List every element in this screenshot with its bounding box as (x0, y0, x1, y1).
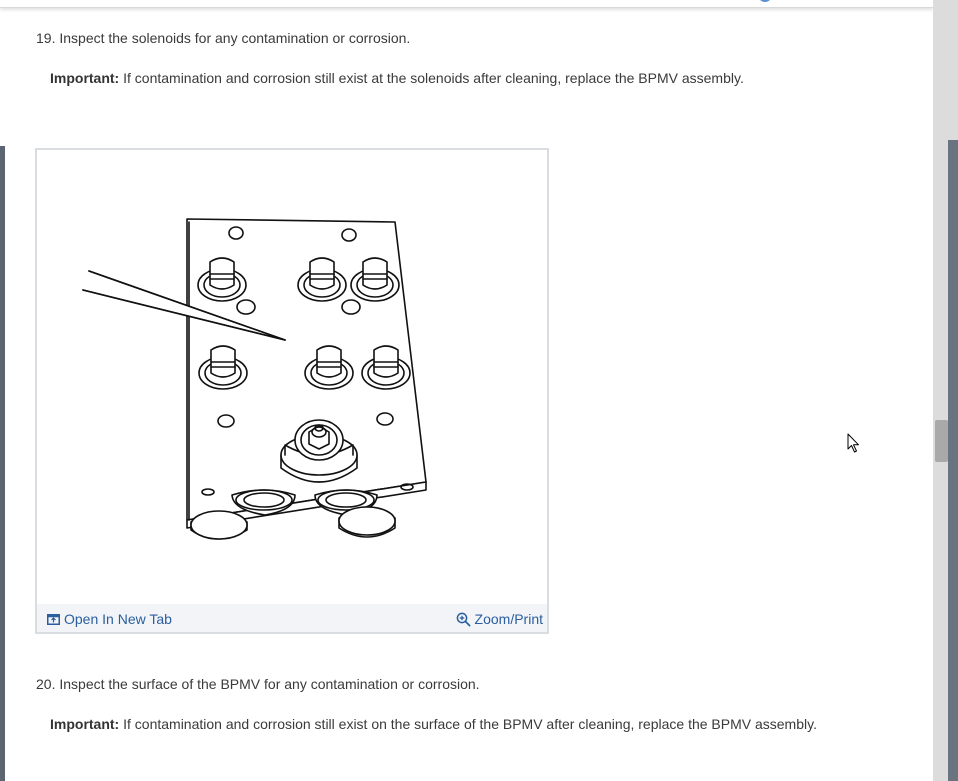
left-window-edge (0, 146, 5, 781)
figure-bpmv-solenoids (35, 148, 549, 634)
open-in-new-tab-link[interactable] (47, 611, 172, 627)
zoom-print-label: Zoom/Print (474, 611, 543, 627)
mouse-pointer-icon (847, 433, 861, 454)
figure-action-bar (37, 604, 547, 632)
important-text: If contamination and corrosion still exist at the solenoids after cleaning, replace the BPMV assembly. (119, 70, 744, 86)
zoom-print-link[interactable] (456, 611, 543, 627)
toolbar-indicator (758, 0, 772, 2)
zoom-in-icon (456, 612, 471, 627)
open-in-new-tab-label: Open In New Tab (64, 611, 172, 627)
scrollbar-thumb[interactable] (935, 420, 948, 462)
important-text: If contamination and corrosion still exist on the surface of the BPMV after cleaning, replace the BPMV assembly. (119, 716, 817, 732)
top-toolbar-edge (0, 0, 933, 8)
background-window-edge (948, 140, 958, 781)
bpmv-solenoid-illustration (37, 150, 547, 604)
step-20-text: 20. Inspect the surface of the BPMV for any contamination or corrosion. (36, 676, 480, 692)
important-label: Important: (50, 70, 120, 86)
step-20-important-note (50, 716, 817, 732)
scrollbar-track[interactable] (933, 0, 958, 781)
important-label: Important: (50, 716, 120, 732)
step-19-important-note (50, 70, 744, 86)
open-window-icon (47, 614, 60, 625)
step-19-text: 19. Inspect the solenoids for any contamination or corrosion. (36, 30, 411, 46)
